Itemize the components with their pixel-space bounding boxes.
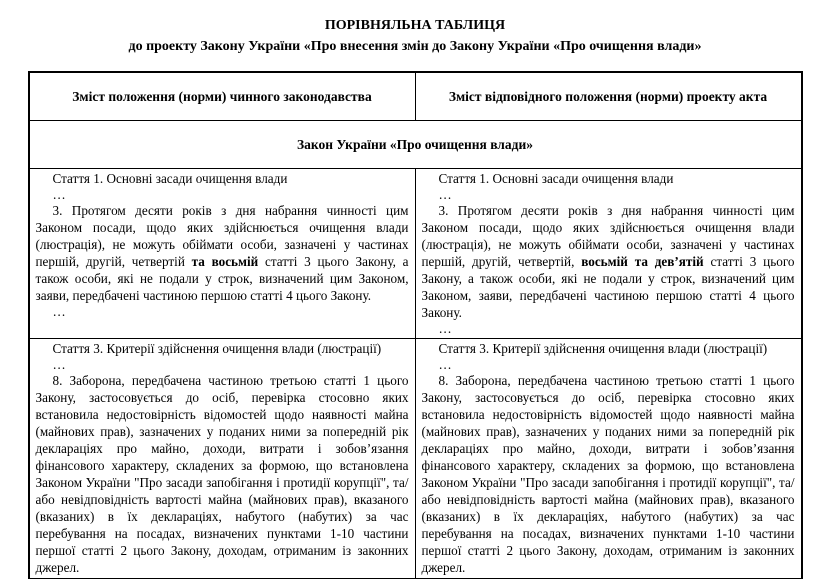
paragraph-text: статті 3 цього Закону, а також особи, які не подали у строк, визначений цим Законом, заяви, передбачені частиною першою статті 4 цього Закону. xyxy=(35,254,409,303)
omission-ellipsis: … xyxy=(438,321,452,336)
article1-paragraph-draft xyxy=(422,202,795,321)
omission-ellipsis: … xyxy=(438,357,452,372)
amended-text-bold: восьмій та дев’ятій xyxy=(581,254,704,269)
cell-article3-draft xyxy=(415,339,802,579)
law-title-row xyxy=(29,121,802,169)
omission-ellipsis: … xyxy=(52,357,66,372)
comparative-table xyxy=(28,71,803,579)
cell-article1-current xyxy=(29,169,416,339)
article1-heading-draft: Стаття 1. Основні засади очищення влади xyxy=(438,171,674,186)
document-subtitle: до проекту Закону України «Про внесення змін до Закону України «Про очищення влади» xyxy=(128,39,702,54)
omission-ellipsis: … xyxy=(438,187,452,202)
omission-ellipsis: … xyxy=(52,304,66,319)
table-row-article-3 xyxy=(29,339,802,579)
column-header-current-legislation: Зміст положення (норми) чинного законодавства xyxy=(29,72,416,121)
column-header-draft-act: Зміст відповідного положення (норми) проекту акта xyxy=(415,72,802,121)
omission-ellipsis: … xyxy=(52,187,66,202)
paragraph-text: статті 3 цього Закону, а також особи, які не подали у строк, визначений цим Законом, заяви, передбачені частиною першою статті 4 цього Закону. xyxy=(421,254,795,320)
paragraph-text: 3. Протягом десяти років з дня набрання чинності цим Законом посади, щодо яких здійснюється очищення влади (люстрація), не можуть обіймати особи, зазначені у частинах першій, другій, четвертій xyxy=(35,203,409,269)
law-title: Закон України «Про очищення влади» xyxy=(29,121,802,169)
document-title: ПОРІВНЯЛЬНА ТАБЛИЦЯ xyxy=(324,18,506,33)
paragraph-text: 3. Протягом десяти років з дня набрання чинності цим Законом посади, щодо яких здійснюється очищення влади (люстрація), не можуть обіймати особи, зазначені у частинах першій, другій, четвертій, xyxy=(421,203,795,269)
amended-text-bold: та восьмій xyxy=(191,254,259,269)
article1-paragraph-current xyxy=(36,202,409,304)
article3-heading-draft: Стаття 3. Критерії здійснення очищення влади (люстрації) xyxy=(438,341,768,356)
cell-article1-draft xyxy=(415,169,802,339)
cell-article3-current xyxy=(29,339,416,579)
article3-paragraph-current: 8. Заборона, передбачена частиною третьою статті 1 цього Закону, застосовується до осіб, перевірка стосовно яких встановила недостовірність відомостей щодо наявності майна (майнових прав), зазначених у поданих ними за попередній рік деклараціях про майно, доходи, витрати і зобов’язання фінансового характеру, складених за формою, що встановлена Законом України "Про засади запобігання і протидії корупції", та/або невідповідність вартості майна (майнових прав), вказаного (вказаних) в їх деклараціях, набутого (набутих) за час перебування на посадах, визначених пунктами 1-10 частини першої статті 2 цього Закону, доходам, отриманим із законних джерел. xyxy=(35,373,409,575)
article3-paragraph-draft: 8. Заборона, передбачена частиною третьою статті 1 цього Закону, застосовується до осіб, перевірка стосовно яких встановила недостовірність відомостей щодо наявності майна (майнових прав), зазначених у поданих ними за попередній рік деклараціях про майно, доходи, витрати і зобов’язання фінансового характеру, складених за формою, що встановлена Законом України "Про засади запобігання і протидії корупції", та/або невідповідність вартості майна (майнових прав), вказаного (вказаних) в їх деклараціях, набутого (набутих) за час перебування на посадах, визначених пунктами 1-10 частини першої статті 2 цього Закону, доходам, отриманим із законних джерел. xyxy=(421,373,795,575)
article1-heading-current: Стаття 1. Основні засади очищення влади xyxy=(52,171,288,186)
table-header-row xyxy=(29,72,802,121)
table-row-article-1 xyxy=(29,169,802,339)
article3-heading-current: Стаття 3. Критерії здійснення очищення влади (люстрації) xyxy=(52,341,382,356)
